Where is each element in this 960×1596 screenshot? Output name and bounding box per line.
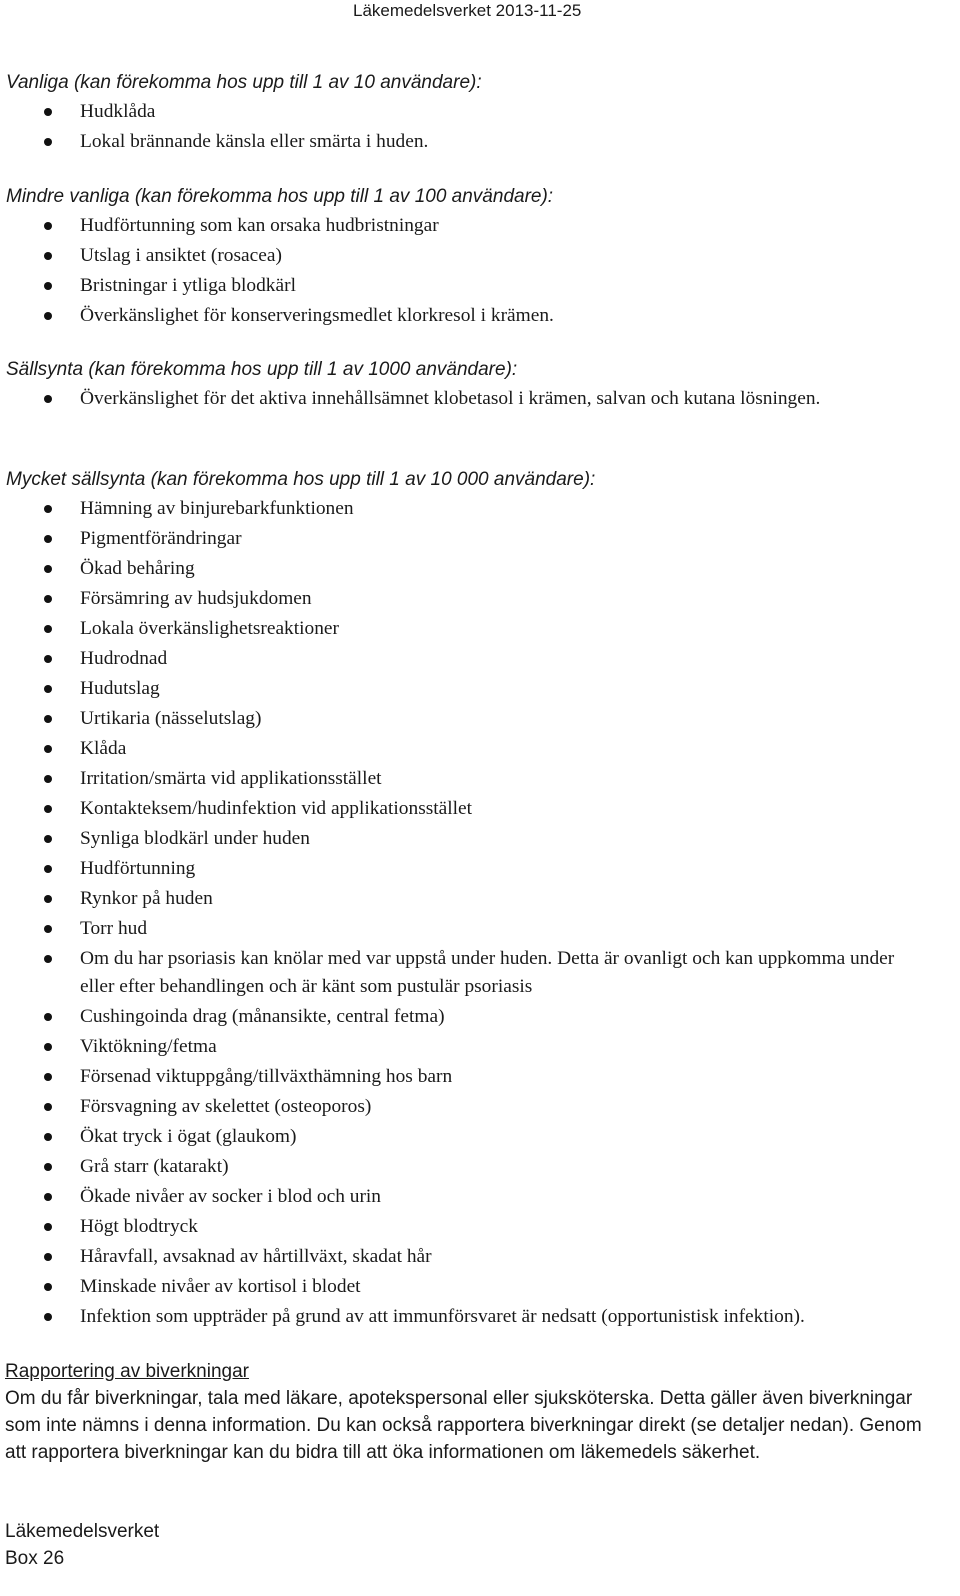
- list-item: Grå starr (katarakt): [6, 1152, 956, 1182]
- bullet-icon: [44, 222, 52, 230]
- list-item: Försenad viktuppgång/tillväxthämning hos barn: [6, 1062, 956, 1092]
- list-item: Minskade nivåer av kortisol i blodet: [6, 1272, 956, 1302]
- list-item: Hämning av binjurebarkfunktionen: [6, 494, 956, 524]
- bullet-icon: [44, 565, 52, 573]
- list-item: Hudutslag: [6, 674, 956, 704]
- bullet-icon: [44, 925, 52, 933]
- list-item: Försämring av hudsjukdomen: [6, 584, 956, 614]
- bullet-icon: [44, 955, 52, 963]
- list-item: Lokal brännande känsla eller smärta i huden.: [6, 127, 956, 157]
- list-item: Hudklåda: [6, 97, 956, 127]
- bullet-icon: [44, 655, 52, 663]
- list-item: Kontakteksem/hudinfektion vid applikationsstället: [6, 794, 956, 824]
- list-item: Ökade nivåer av socker i blod och urin: [6, 1182, 956, 1212]
- side-effect-list: [6, 384, 956, 414]
- bullet-icon: [44, 625, 52, 633]
- list-item: Pigmentförändringar: [6, 524, 956, 554]
- bullet-icon: [44, 108, 52, 116]
- list-item: Klåda: [6, 734, 956, 764]
- bullet-icon: [44, 715, 52, 723]
- list-item: Cushingoinda drag (månansikte, central fetma): [6, 1002, 956, 1032]
- section-heading: Vanliga (kan förekomma hos upp till 1 av 10 användare):: [6, 72, 482, 93]
- section-uncommon: [6, 182, 956, 331]
- list-item: Håravfall, avsaknad av hårtillväxt, skadat hår: [6, 1242, 956, 1272]
- reporting-section: [5, 1358, 945, 1466]
- section-very-rare: [6, 465, 956, 1332]
- bullet-icon: [44, 138, 52, 146]
- bullet-icon: [44, 1073, 52, 1081]
- list-item: Överkänslighet för konserveringsmedlet klorkresol i krämen.: [6, 301, 956, 331]
- list-item: Viktökning/fetma: [6, 1032, 956, 1062]
- list-item: Försvagning av skelettet (osteoporos): [6, 1092, 956, 1122]
- list-item: Bristningar i ytliga blodkärl: [6, 271, 956, 301]
- list-item: Synliga blodkärl under huden: [6, 824, 956, 854]
- list-item: Torr hud: [6, 914, 956, 944]
- bullet-icon: [44, 1253, 52, 1261]
- list-item: Hudrodnad: [6, 644, 956, 674]
- page-header: Läkemedelsverket 2013-11-25: [353, 1, 582, 20]
- bullet-icon: [44, 835, 52, 843]
- bullet-icon: [44, 685, 52, 693]
- bullet-icon: [44, 1313, 52, 1321]
- list-item: Utslag i ansiktet (rosacea): [6, 241, 956, 271]
- bullet-icon: [44, 1223, 52, 1231]
- list-item: Infektion som uppträder på grund av att immunförsvaret är nedsatt (opportunistisk infektion).: [6, 1302, 956, 1332]
- bullet-icon: [44, 1193, 52, 1201]
- bullet-icon: [44, 282, 52, 290]
- bullet-icon: [44, 312, 52, 320]
- section-heading: Mycket sällsynta (kan förekomma hos upp till 1 av 10 000 användare):: [6, 469, 596, 490]
- side-effect-list: [6, 97, 956, 157]
- list-item: Irritation/smärta vid applikationsstället: [6, 764, 956, 794]
- bullet-icon: [44, 595, 52, 603]
- reporting-body: Om du får biverkningar, tala med läkare, apotekspersonal eller sjuksköterska. Detta gäller även biverkningar som inte nämns i denna information. Du kan också rapportera biverkningar direkt (se detaljer nedan). Genom att rapportera biverkningar kan du bidra till att öka informationen om läkemedels säkerhet.: [5, 1388, 922, 1463]
- side-effect-list: [6, 211, 956, 331]
- bullet-icon: [44, 775, 52, 783]
- bullet-icon: [44, 1163, 52, 1171]
- bullet-icon: [44, 865, 52, 873]
- bullet-icon: [44, 1013, 52, 1021]
- bullet-icon: [44, 505, 52, 513]
- bullet-icon: [44, 895, 52, 903]
- list-item: Hudförtunning som kan orsaka hudbristningar: [6, 211, 956, 241]
- list-item: Urtikaria (nässelutslag): [6, 704, 956, 734]
- reporting-title: Rapportering av biverkningar: [5, 1361, 249, 1382]
- bullet-icon: [44, 1043, 52, 1051]
- list-item: Lokala överkänslighetsreaktioner: [6, 614, 956, 644]
- bullet-icon: [44, 805, 52, 813]
- contact-address: [5, 1518, 159, 1572]
- section-common: [6, 68, 956, 157]
- list-item: Överkänslighet för det aktiva innehållsämnet klobetasol i krämen, salvan och kutana lösningen.: [6, 384, 900, 414]
- list-item: Högt blodtryck: [6, 1212, 956, 1242]
- section-heading: Mindre vanliga (kan förekomma hos upp till 1 av 100 användare):: [6, 186, 554, 207]
- list-item: Ökad behåring: [6, 554, 956, 584]
- list-item: Ökat tryck i ögat (glaukom): [6, 1122, 956, 1152]
- list-item: Om du har psoriasis kan knölar med var uppstå under huden. Detta är ovanligt och kan uppkomma under eller efter behandlingen och är känt som pustulär psoriasis: [6, 944, 900, 1002]
- bullet-icon: [44, 252, 52, 260]
- bullet-icon: [44, 395, 52, 403]
- bullet-icon: [44, 1133, 52, 1141]
- bullet-icon: [44, 535, 52, 543]
- bullet-icon: [44, 1283, 52, 1291]
- section-rare: [6, 355, 956, 414]
- section-heading: Sällsynta (kan förekomma hos upp till 1 av 1000 användare):: [6, 359, 518, 380]
- contact-name: Läkemedelsverket: [5, 1521, 160, 1542]
- contact-box: Box 26: [5, 1548, 65, 1569]
- side-effect-list: [6, 494, 956, 1332]
- list-item: Rynkor på huden: [6, 884, 956, 914]
- list-item: Hudförtunning: [6, 854, 956, 884]
- bullet-icon: [44, 745, 52, 753]
- bullet-icon: [44, 1103, 52, 1111]
